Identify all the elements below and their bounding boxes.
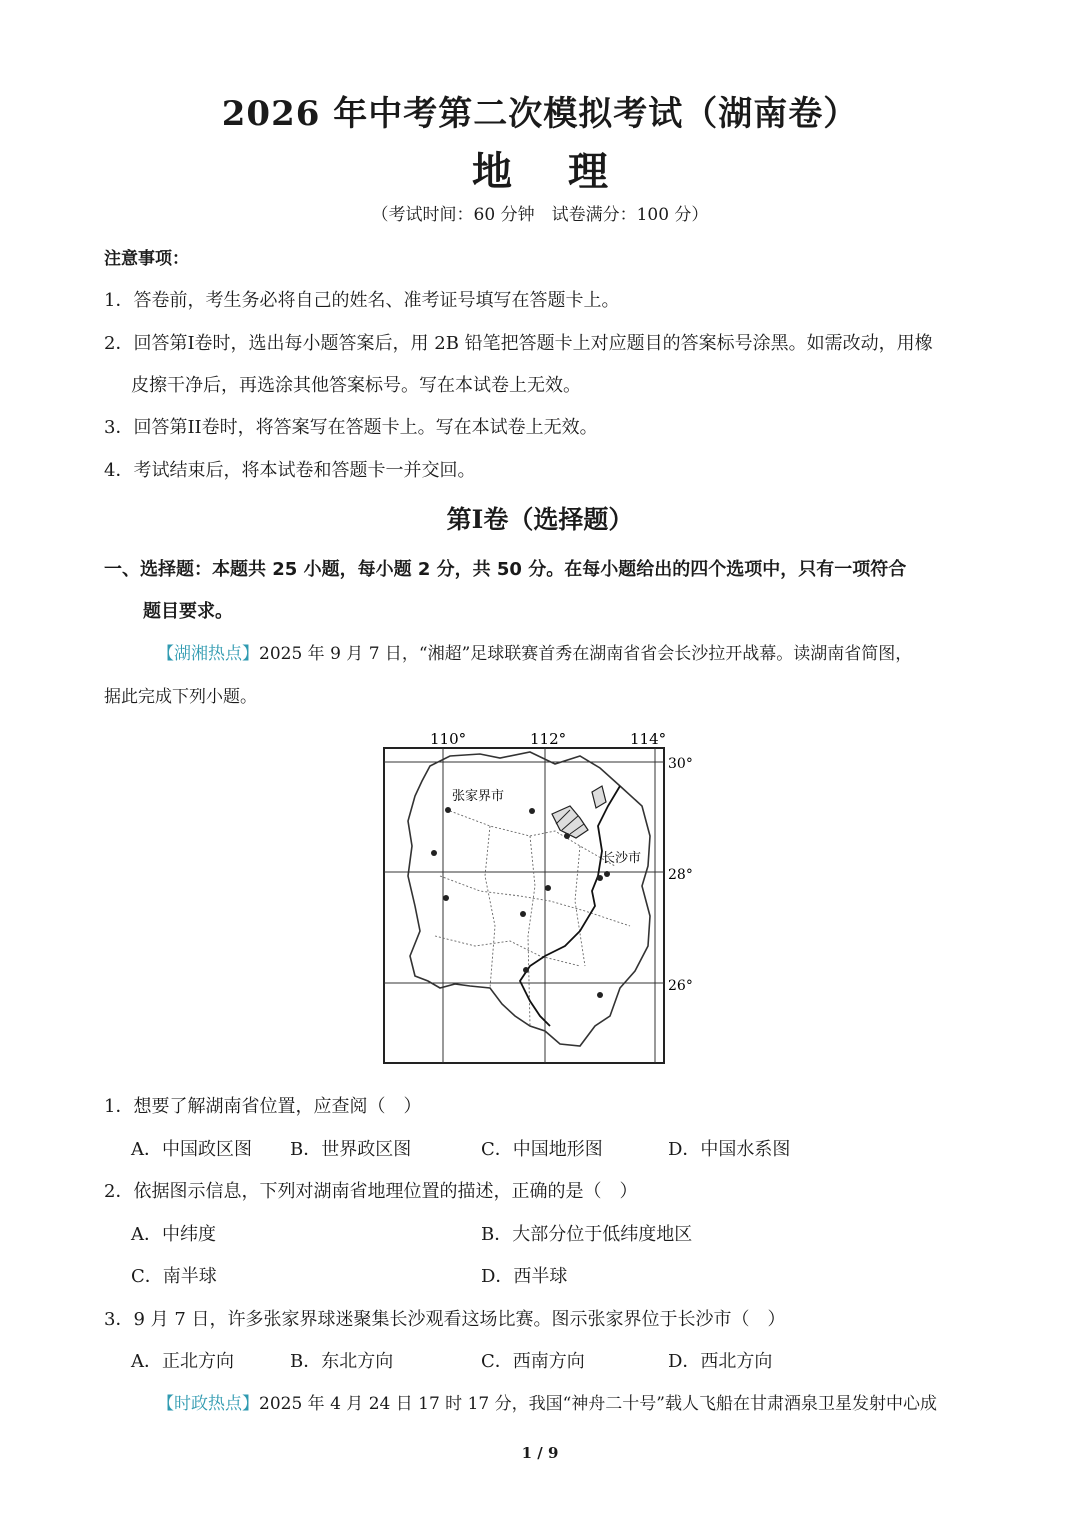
county-boundary (575, 846, 585, 966)
question-stem: 2．依据图示信息，下列对湖南省地理位置的描述，正确的是（ ） (104, 1181, 638, 1202)
question-stem: 3．9 月 7 日，许多张家界球迷聚集长沙观看这场比赛。图示张家界位于长沙市（ ） (104, 1309, 786, 1330)
notice-item: 4．考试结束后，将本试卷和答题卡一并交回。 (104, 460, 476, 481)
lat-label: 28° (668, 867, 693, 883)
notice-item: 3．回答第II卷时，将答案写在答题卡上。写在本试卷上无效。 (104, 417, 598, 438)
city-dot (529, 808, 535, 814)
lat-label: 30° (668, 756, 693, 772)
hot-tag: 【湖湘热点】 (157, 644, 259, 664)
option: D．中国水系图 (668, 1139, 791, 1160)
option: C．西南方向 (481, 1351, 585, 1372)
city-label-zhangjiajie: 张家界市 (452, 789, 505, 804)
page-number: 1 / 9 (521, 1444, 559, 1462)
exam-time-info: （考试时间：60 分钟 试卷满分：100 分） (371, 205, 709, 225)
option: B．世界政区图 (290, 1139, 412, 1160)
option: A．中国政区图 (131, 1139, 252, 1160)
notice-heading: 注意事项： (104, 249, 189, 269)
city-dot (445, 807, 451, 813)
option: B．大部分位于低纬度地区 (481, 1224, 693, 1245)
context-text: 据此完成下列小题。 (104, 687, 257, 707)
section-instruction: 一、选择题：本题共 25 小题，每小题 2 分，共 50 分。在每小题给出的四个选项中，只有一项符合 (104, 559, 907, 580)
lake-patch (592, 786, 606, 808)
section-title: 第I卷（选择题） (446, 505, 634, 534)
county-boundary (440, 876, 630, 926)
notice-item: 2．回答第I卷时，选出每小题答案后，用 2B 铅笔把答题卡上对应题目的答案标号涂黑。如需改动，用橡 (104, 333, 933, 354)
option: C．南半球 (131, 1266, 217, 1287)
option: D．西北方向 (668, 1351, 773, 1372)
hot-tag: 【时政热点】 (157, 1394, 259, 1414)
notice-item: 皮擦干净后，再选涂其他答案标号。写在本试卷上无效。 (131, 375, 581, 396)
city-dot (431, 850, 437, 856)
city-dot (523, 967, 529, 973)
city-label-changsha: 长沙市 (602, 851, 642, 866)
map-frame (384, 748, 664, 1063)
notice-item: 1．答卷前，考生务必将自己的姓名、准考证号填写在答题卡上。 (104, 290, 620, 311)
county-boundary (435, 936, 580, 966)
city-dot (520, 911, 526, 917)
city-dot (597, 992, 603, 998)
lon-label: 114° (630, 730, 667, 748)
lon-label: 112° (530, 730, 567, 748)
city-dot (545, 885, 551, 891)
city-dot (564, 833, 570, 839)
exam-title: 2026 年中考第二次模拟考试（湖南卷） (221, 94, 859, 134)
lon-label: 110° (430, 730, 467, 748)
context-paragraph (157, 1389, 937, 1414)
question-stem: 1．想要了解湖南省位置，应查阅（ ） (104, 1096, 422, 1117)
option: B．东北方向 (290, 1351, 394, 1372)
context-text: 2025 年 4 月 24 日 17 时 17 分，我国“神舟二十号”载人飞船在甘肃酒泉卫星发射中心成 (259, 1394, 937, 1414)
subject-title: 地理 (472, 148, 664, 195)
county-boundary (485, 826, 495, 988)
city-dot (604, 871, 610, 877)
option: C．中国地形图 (481, 1139, 603, 1160)
context-text: 2025 年 9 月 7 日，“湘超”足球联赛首秀在湖南省省会长沙拉开战幕。读湖南省简图， (259, 644, 913, 664)
hunan-map (380, 726, 700, 1071)
lat-label: 26° (668, 978, 693, 994)
city-dot (443, 895, 449, 901)
context-paragraph (157, 639, 912, 664)
option: A．中纬度 (131, 1224, 216, 1245)
section-instruction: 题目要求。 (143, 601, 233, 622)
option: D．西半球 (481, 1266, 568, 1287)
city-dot (597, 875, 603, 881)
option: A．正北方向 (131, 1351, 234, 1372)
